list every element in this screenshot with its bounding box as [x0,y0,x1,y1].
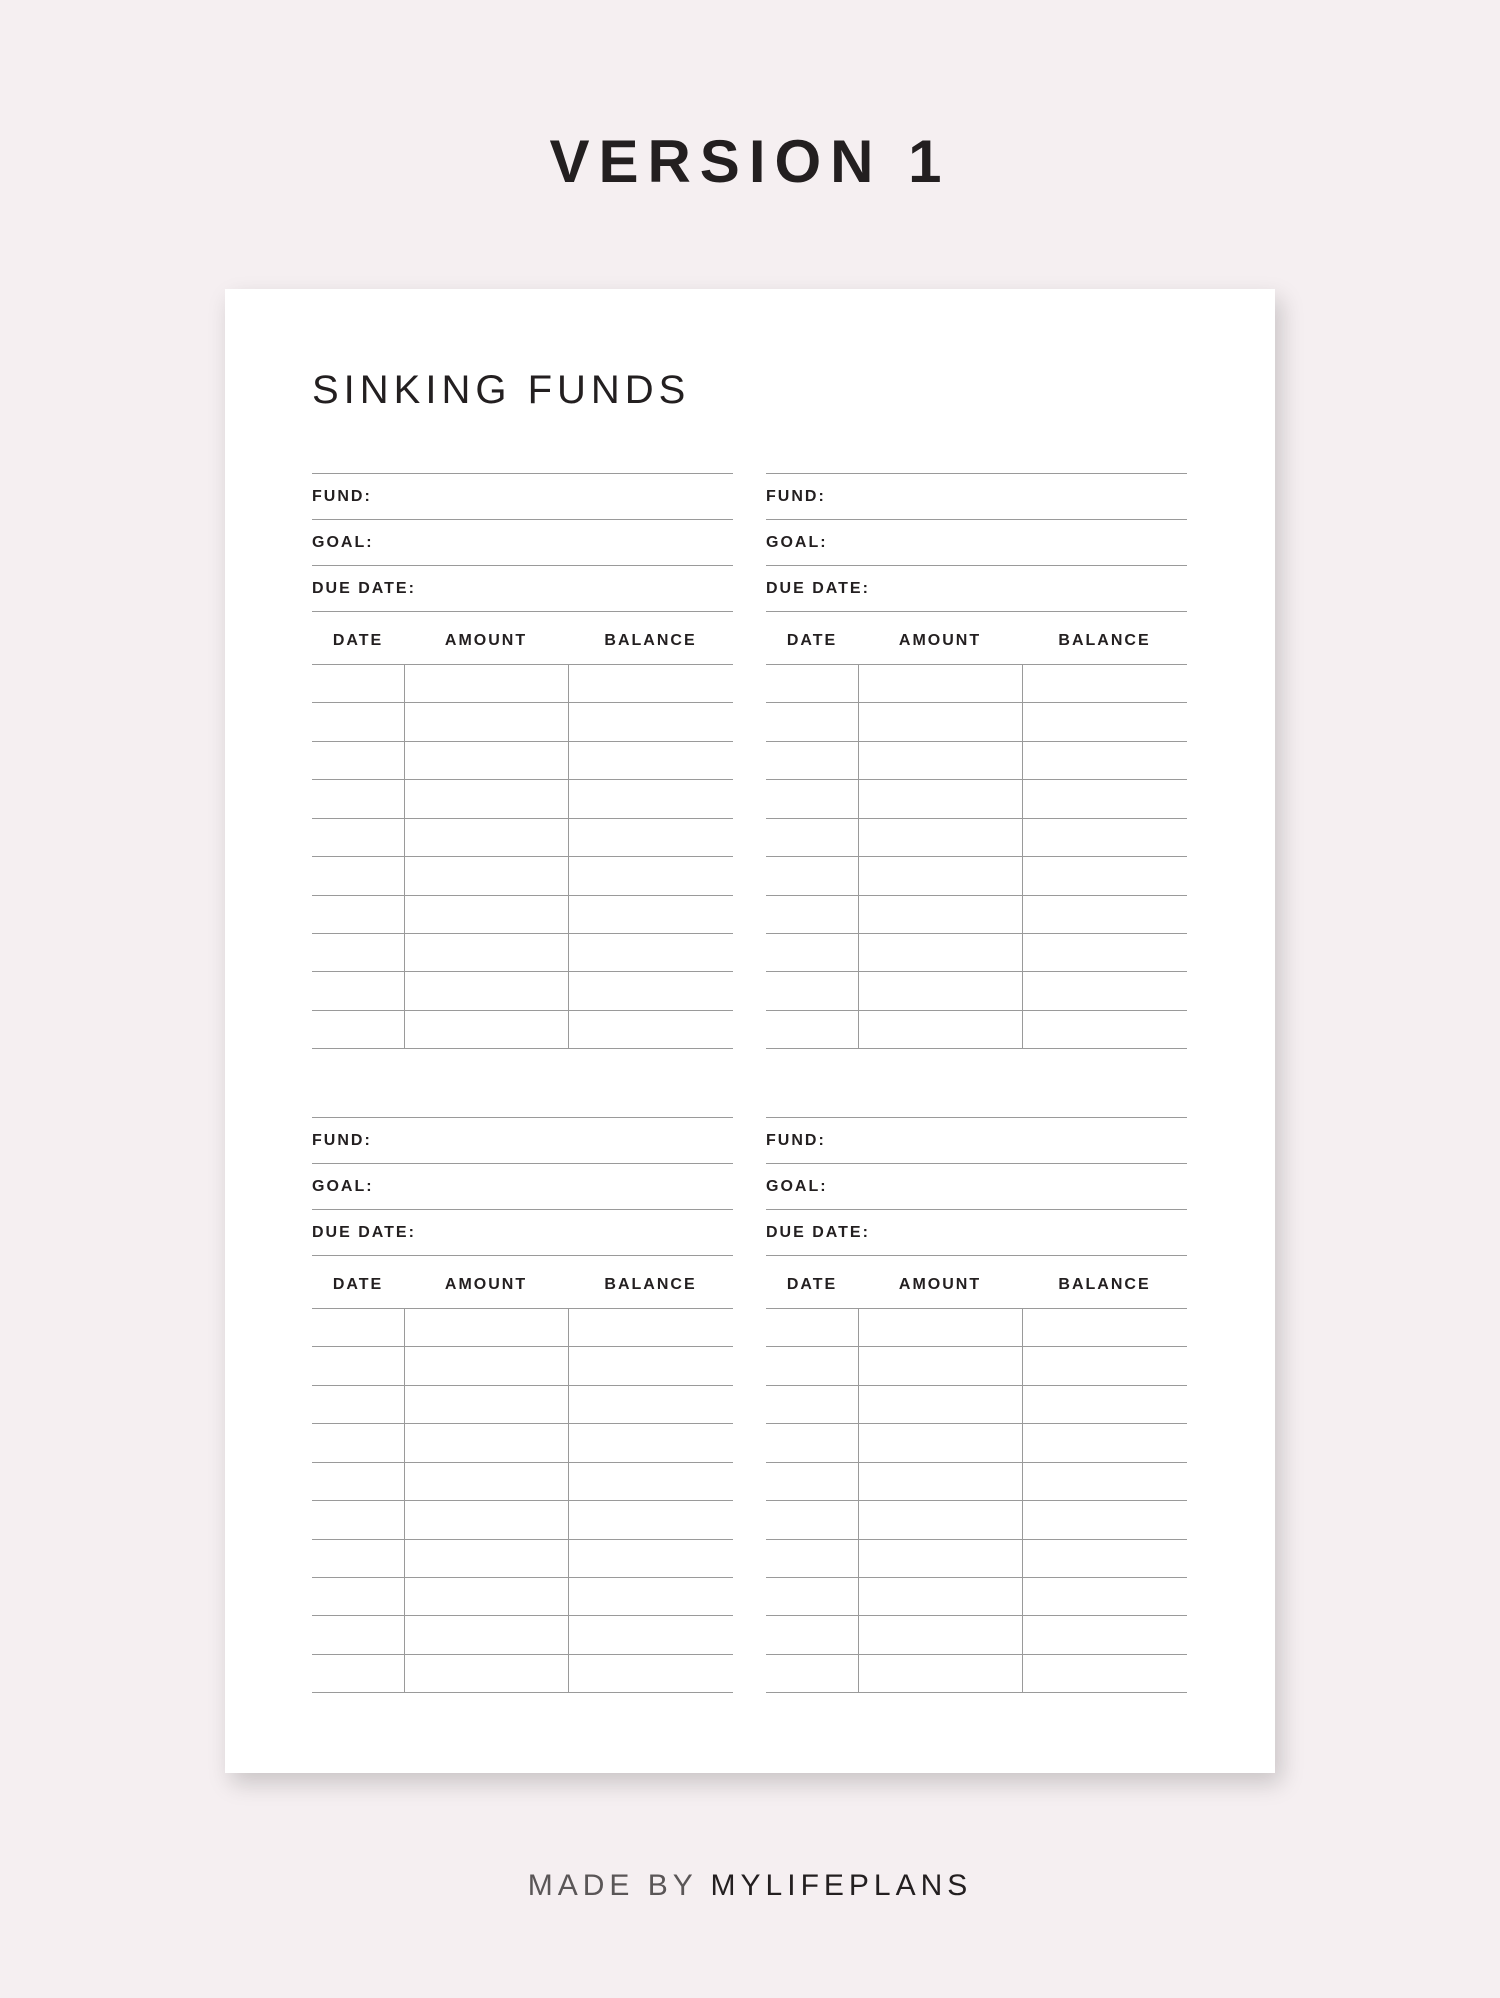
column-divider [404,1308,405,1692]
column-header-balance: BALANCE [1058,1276,1151,1293]
table-row-line [312,818,733,819]
column-divider [568,1308,569,1692]
table-row-line [766,1423,1187,1424]
brand-name: MYLIFEPLANS [710,1869,973,1902]
table-row-line [312,1539,733,1540]
fund-label: FUND: [766,488,826,505]
transactions-table [312,611,733,1048]
due-date-label: DUE DATE: [312,580,416,597]
table-row-line [312,933,733,934]
table-row-line [312,895,733,896]
table-row-line [766,779,1187,780]
table-row-line [766,1539,1187,1540]
fund-block-top-right [766,473,1187,1048]
column-header-date: DATE [786,1276,838,1293]
due-date-label: DUE DATE: [312,1224,416,1241]
transactions-table [766,611,1187,1048]
table-row-line [766,1500,1187,1501]
table-row-line [766,1615,1187,1616]
fund-block-bottom-right [766,1117,1187,1692]
column-header-balance: BALANCE [1058,632,1151,649]
column-divider [1022,664,1023,1048]
table-row-line [312,702,733,703]
column-header-date: DATE [786,632,838,649]
table-row-line [766,1654,1187,1655]
table-row-line [766,856,1187,857]
goal-label: GOAL: [766,534,828,551]
table-row-line [766,702,1187,703]
table-row-line [766,1462,1187,1463]
table-row-line [312,741,733,742]
goal-label: GOAL: [312,1178,374,1195]
table-row-line [766,741,1187,742]
table-row-line [766,933,1187,934]
table-row-line [766,818,1187,819]
table-row-line [312,1346,733,1347]
column-header-amount: AMOUNT [898,1276,982,1293]
column-divider [568,664,569,1048]
sheet-title: SINKING FUNDS [312,368,691,412]
table-row-line [312,856,733,857]
version-title: VERSION 1 [549,128,951,195]
table-row-line [312,1010,733,1011]
fund-label: FUND: [312,488,372,505]
column-header-balance: BALANCE [604,1276,697,1293]
fund-block-bottom-left [312,1117,733,1692]
table-row-line [312,1500,733,1501]
goal-label: GOAL: [766,1178,828,1195]
transactions-table [766,1255,1187,1692]
table-row-line [312,1654,733,1655]
column-divider [404,664,405,1048]
table-row-line [312,1423,733,1424]
table-row-line [766,1385,1187,1386]
column-header-amount: AMOUNT [898,632,982,649]
column-divider [858,664,859,1048]
table-row-line [312,779,733,780]
table-row-line [312,1462,733,1463]
goal-label: GOAL: [312,534,374,551]
table-row-line [766,1692,1187,1693]
table-row-line [312,1385,733,1386]
fund-label: FUND: [312,1132,372,1149]
column-header-amount: AMOUNT [444,1276,528,1293]
table-row-line [766,1577,1187,1578]
column-divider [858,1308,859,1692]
table-row-line [312,1577,733,1578]
table-row-line [312,1692,733,1693]
table-row-line [312,1615,733,1616]
column-header-date: DATE [332,632,384,649]
fund-block-top-left [312,473,733,1048]
column-divider [1022,1308,1023,1692]
table-row-line [766,1048,1187,1049]
due-date-label: DUE DATE: [766,1224,870,1241]
table-row-line [312,971,733,972]
table-row-line [766,971,1187,972]
column-header-balance: BALANCE [604,632,697,649]
planner-sheet [225,289,1275,1773]
transactions-table [312,1255,733,1692]
table-row-line [766,1346,1187,1347]
made-by-text: MADE BY [527,1869,698,1902]
footer-credit [0,1866,1500,1906]
column-header-date: DATE [332,1276,384,1293]
fund-label: FUND: [766,1132,826,1149]
due-date-label: DUE DATE: [766,580,870,597]
table-row-line [766,895,1187,896]
table-row-line [312,1048,733,1049]
column-header-amount: AMOUNT [444,632,528,649]
table-row-line [766,1010,1187,1011]
